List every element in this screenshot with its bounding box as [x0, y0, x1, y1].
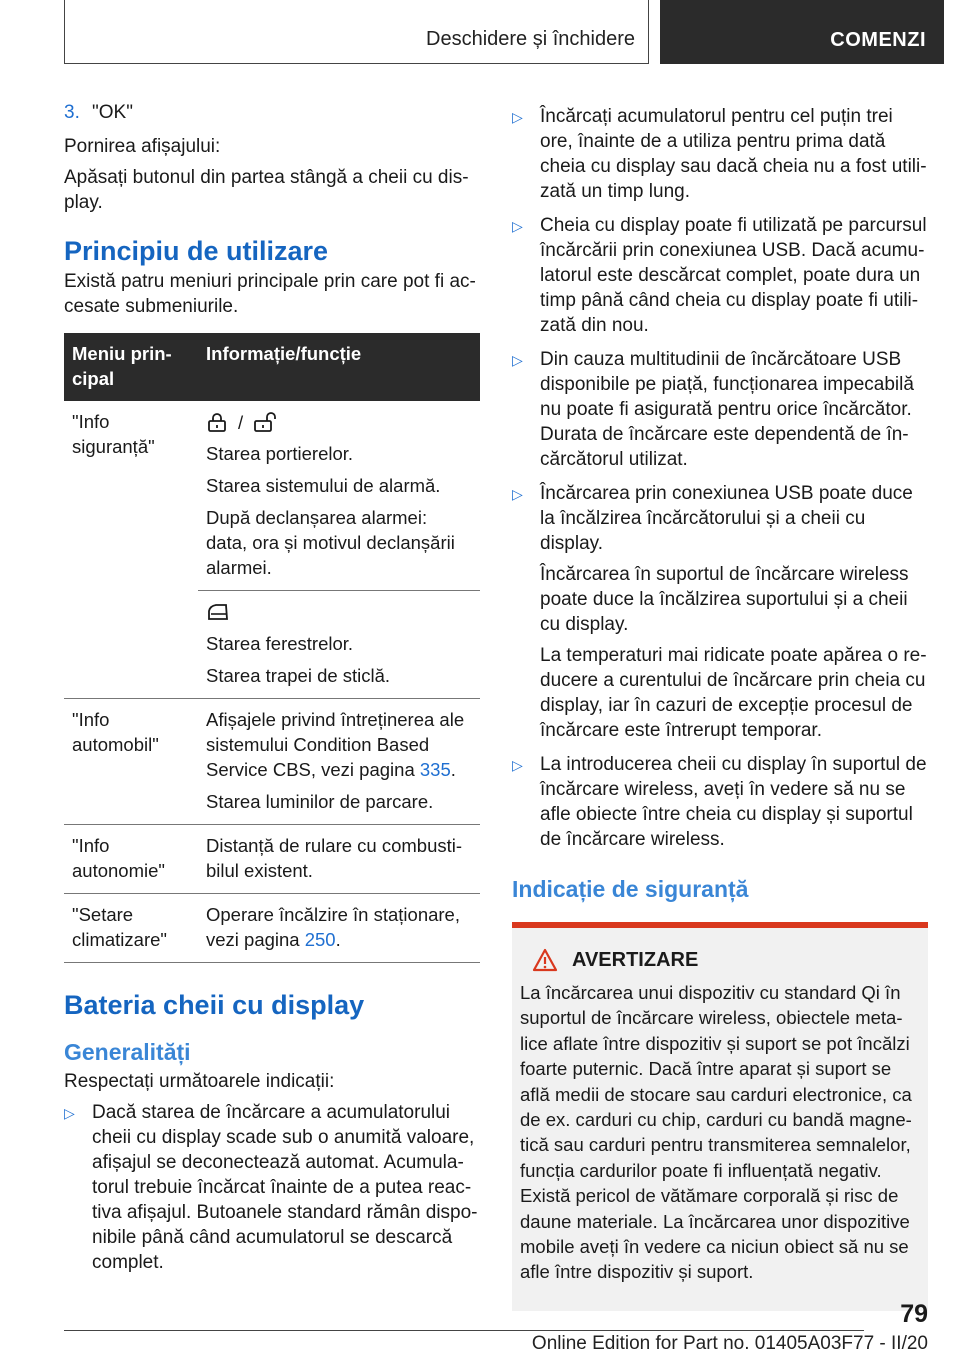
- info-text-part: .: [335, 929, 341, 950]
- triangle-bullet-icon: ▷: [512, 757, 523, 773]
- paragraph: Există patru meniuri principale prin care pot fi ac-cesate submeniurile.: [64, 271, 476, 317]
- table-cell-info: [198, 699, 480, 825]
- menu-name: "Info autonomie": [72, 835, 165, 881]
- menu-name: "Info automobil": [72, 709, 159, 755]
- step-item: [64, 100, 480, 125]
- info-text-part: Afișajele privind întreținerea ale sistemului Condition Based Service CBS, vezi pagina: [206, 709, 465, 780]
- lock-open-icon: [253, 411, 281, 433]
- table-header-menu: Meniu prin-cipal: [64, 333, 198, 401]
- bullet-text: Cheia cu display poate fi utilizată pe parcursul încărcării prin conexiunea USB. Dacă acumu-latorul este descărcat complet, poate dura un timp până când cheia cu display poate fi utili-zată din nou.: [540, 215, 927, 336]
- info-text: Starea sistemului de alarmă.: [206, 475, 441, 496]
- bullet-text: La temperaturi mai ridicate poate apărea o re-ducere a curentului de încărcare prin cheia cu display, iar în cazuri de excepție procesul de încărcare este întrerupt temporar.: [540, 645, 927, 741]
- icon-separator: /: [238, 411, 244, 433]
- lock-closed-icon: [206, 411, 228, 433]
- heading-generalitati: Generalități: [64, 1039, 191, 1065]
- info-text-part: .: [450, 759, 456, 780]
- header-divider-bottom: [64, 63, 648, 64]
- header-section-title: Deschidere și închidere: [426, 28, 635, 50]
- window-icon: [206, 601, 230, 623]
- triangle-bullet-icon: ▷: [64, 1105, 75, 1121]
- table-cell-menu: [64, 699, 198, 825]
- info-text: După declanșarea alarmei: data, ora și motivul declanșării alarmei.: [206, 507, 455, 578]
- footer-edition: Online Edition for Part no. 01405A03F77 - II/20: [531, 1333, 928, 1354]
- left-column: [64, 100, 480, 1284]
- step-text: "OK": [92, 102, 133, 123]
- bullet-item: [512, 213, 928, 338]
- bullet-item: [512, 481, 928, 743]
- paragraph: Respectați următoarele indicații:: [64, 1071, 335, 1092]
- bullet-item: [512, 104, 928, 204]
- warning-text: La încărcarea unui dispozitiv cu standard Qi în suportul de încărcare wireless, obiectele meta-lice aflate între dispozitiv și suport se pot încălzi foarte puternic. Dacă între aparat și suport se află medii de stocare sau carduri electronice, ca de ex. carduri cu chip, carduri cu bandă magne-tică sau carduri pentru transmiterea semnalelor, funcția cardurilor poate fi influențată negativ. Există pericol de vătămare corporală și risc de daune materiale. La încărcarea unor dispozitive mobile aveți în vedere ca niciun obiect să nu se afle între dispozitiv și suport.: [520, 982, 912, 1283]
- table-cell-info: [198, 894, 480, 963]
- info-text: Starea ferestrelor.: [206, 633, 354, 654]
- bullet-item: [512, 752, 928, 852]
- window-icons: [206, 599, 472, 625]
- warning-triangle-icon: [532, 948, 558, 972]
- menu-table: [64, 333, 480, 963]
- warning-box: [512, 922, 928, 1311]
- header-divider-mid: [648, 0, 649, 64]
- info-text: [206, 902, 472, 952]
- menu-name: "Setare climatizare": [72, 904, 167, 950]
- bullet-text: Încărcați acumulatorul pentru cel puțin trei ore, înainte de a utiliza pentru prima dată cheia cu display sau dacă cheia nu a fost utili-zată un timp lung.: [540, 106, 927, 202]
- table-cell-info: [198, 825, 480, 894]
- triangle-bullet-icon: ▷: [512, 218, 523, 234]
- paragraph: Pornirea afișajului:: [64, 136, 221, 157]
- heading-principiu: Principiu de utilizare: [64, 236, 329, 266]
- page-number: 79: [900, 1300, 928, 1328]
- bullet-text: Dacă starea de încărcare a acumulatorului cheii cu display scade sub o anumită valoare, afișajul se deconectează automat. Acumula-torul trebuie încărcat înainte de a putea reac-tiva afișajul. Butoanele standard rămân dispo-nibile până când acumulatorul se descarcă complet.: [92, 1102, 478, 1273]
- info-text-part: Operare încălzire în staționare, vezi pagina: [206, 904, 460, 950]
- table-header-info: Informație/funcție: [198, 333, 480, 401]
- bullet-text: La introducerea cheii cu display în suportul de încărcare wireless, aveți în vedere să nu se afle obiecte între cheia cu display și suportul de încărcare wireless.: [540, 754, 927, 850]
- info-text: Distanță de rulare cu combusti-bilul existent.: [206, 835, 463, 881]
- table-cell-menu: [64, 825, 198, 894]
- footer-divider: [64, 1330, 864, 1331]
- menu-name: "Info siguranță": [72, 411, 155, 457]
- page-link[interactable]: 250: [304, 929, 336, 950]
- warning-title-text: AVERTIZARE: [572, 948, 699, 971]
- info-text: Starea portierelor.: [206, 443, 354, 464]
- lock-icons: [206, 409, 472, 435]
- page-link[interactable]: 335: [419, 759, 451, 780]
- bullet-text: Din cauza multitudinii de încărcătoare USB disponibile pe piață, funcționarea impecabilă nu poate fi asigurată pentru orice încărcător. Durata de încărcare este dependentă de în-cărcătorul utilizat.: [540, 349, 914, 470]
- triangle-bullet-icon: ▷: [512, 486, 523, 502]
- bullet-item: [64, 1100, 480, 1275]
- right-column: [512, 104, 928, 1311]
- heading-siguranta: Indicație de siguranță: [512, 876, 749, 902]
- bullet-body: [540, 481, 928, 743]
- table-cell-info: [198, 591, 480, 699]
- warning-title: [520, 948, 920, 972]
- bullet-text: Încărcarea prin conexiunea USB poate duce la încălzirea încărcătorului și a cheii cu display.: [540, 483, 913, 554]
- bullet-item: [512, 347, 928, 472]
- header-chapter-label: COMENZI: [830, 29, 926, 51]
- triangle-bullet-icon: ▷: [512, 109, 523, 125]
- step-number: 3.: [64, 102, 80, 123]
- heading-baterie: Bateria cheii cu display: [64, 990, 365, 1020]
- table-cell-menu: [64, 401, 198, 699]
- header-chapter-tab: [660, 0, 944, 64]
- info-text: [206, 707, 472, 782]
- bullet-text: Încărcarea în suportul de încărcare wireless poate duce la încălzirea suportului și a cheii cu display.: [540, 564, 909, 635]
- info-text: Starea trapei de sticlă.: [206, 665, 391, 686]
- triangle-bullet-icon: ▷: [512, 352, 523, 368]
- table-cell-info: [198, 401, 480, 591]
- info-text: Starea luminilor de parcare.: [206, 791, 434, 812]
- table-cell-menu: [64, 894, 198, 963]
- paragraph: Apăsați butonul din partea stângă a cheii cu dis-play.: [64, 167, 469, 213]
